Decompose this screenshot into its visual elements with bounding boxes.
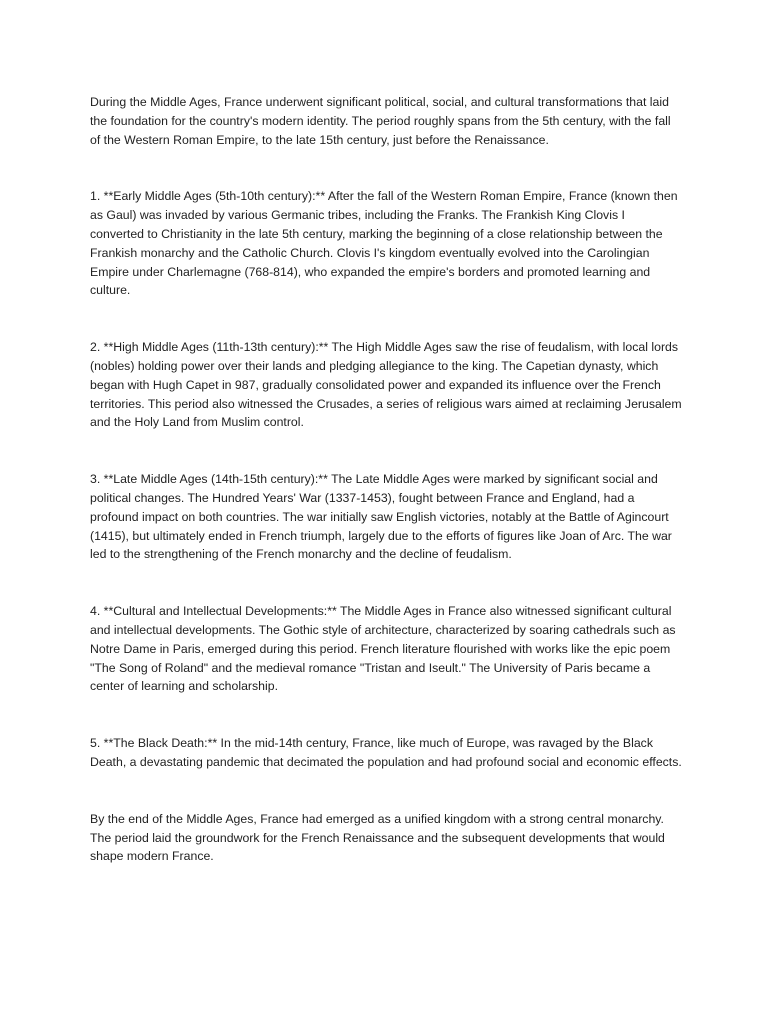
paragraph-gap [90, 696, 682, 734]
section-black-death: 5. **The Black Death:** In the mid-14th century, France, like much of Europe, was ravaged by the Black Death, a devastating pandemic that decimated the population and had profound social and economic effects. [90, 736, 682, 769]
paragraph-gap [90, 564, 682, 602]
paragraph-gap [90, 432, 682, 470]
paragraph-gap [90, 772, 682, 810]
paragraph-gap [90, 149, 682, 187]
section-early-middle-ages: 1. **Early Middle Ages (5th-10th century):** After the fall of the Western Roman Empire, France (known then as Gaul) was invaded by various Germanic tribes, including the Franks. The Frankish King Clovis I converted to Christianity in the late 5th century, marking the beginning of a close relationship between the Frankish monarchy and the Catholic Church. Clovis I's kingdom eventually evolved into the Carolingian Empire under Charlemagne (768-814), who expanded the empire's borders and promoted learning and culture. [90, 189, 678, 298]
section-high-middle-ages: 2. **High Middle Ages (11th-13th century):** The High Middle Ages saw the rise of feudalism, with local lords (nobles) holding power over their lands and pledging allegiance to the king. The Capetian dynasty, which began with Hugh Capet in 987, gradually consolidated power and expanded its influence over the French territories. This period also witnessed the Crusades, a series of religious wars aimed at reclaiming Jerusalem and the Holy Land from Muslim control. [90, 340, 682, 430]
section-cultural-developments: 4. **Cultural and Intellectual Developments:** The Middle Ages in France also witnessed significant cultural and intellectual developments. The Gothic style of architecture, characterized by soaring cathedrals such as Notre Dame in Paris, emerged during this period. French literature flourished with works like the epic poem "The Song of Roland" and the medieval romance "Tristan and Iseult." The University of Paris became a center of learning and scholarship. [90, 604, 676, 694]
section-late-middle-ages: 3. **Late Middle Ages (14th-15th century):** The Late Middle Ages were marked by significant social and political changes. The Hundred Years' War (1337-1453), fought between France and England, had a profound impact on both countries. The war initially saw English victories, notably at the Battle of Agincourt (1415), but ultimately ended in French triumph, largely due to the efforts of figures like Joan of Arc. The war led to the strengthening of the French monarchy and the decline of feudalism. [90, 472, 672, 562]
conclusion-paragraph: By the end of the Middle Ages, France had emerged as a unified kingdom with a strong central monarchy. The period laid the groundwork for the French Renaissance and the subsequent developments that would shape modern France. [90, 811, 665, 864]
intro-paragraph: During the Middle Ages, France underwent significant political, social, and cultural transformations that laid the foundation for the country's modern identity. The period roughly spans from the 5th century, with the fall of the Western Roman Empire, to the late 15th century, just before the Renaissance. [90, 95, 671, 147]
document-body [90, 93, 682, 866]
paragraph-gap [90, 300, 682, 338]
